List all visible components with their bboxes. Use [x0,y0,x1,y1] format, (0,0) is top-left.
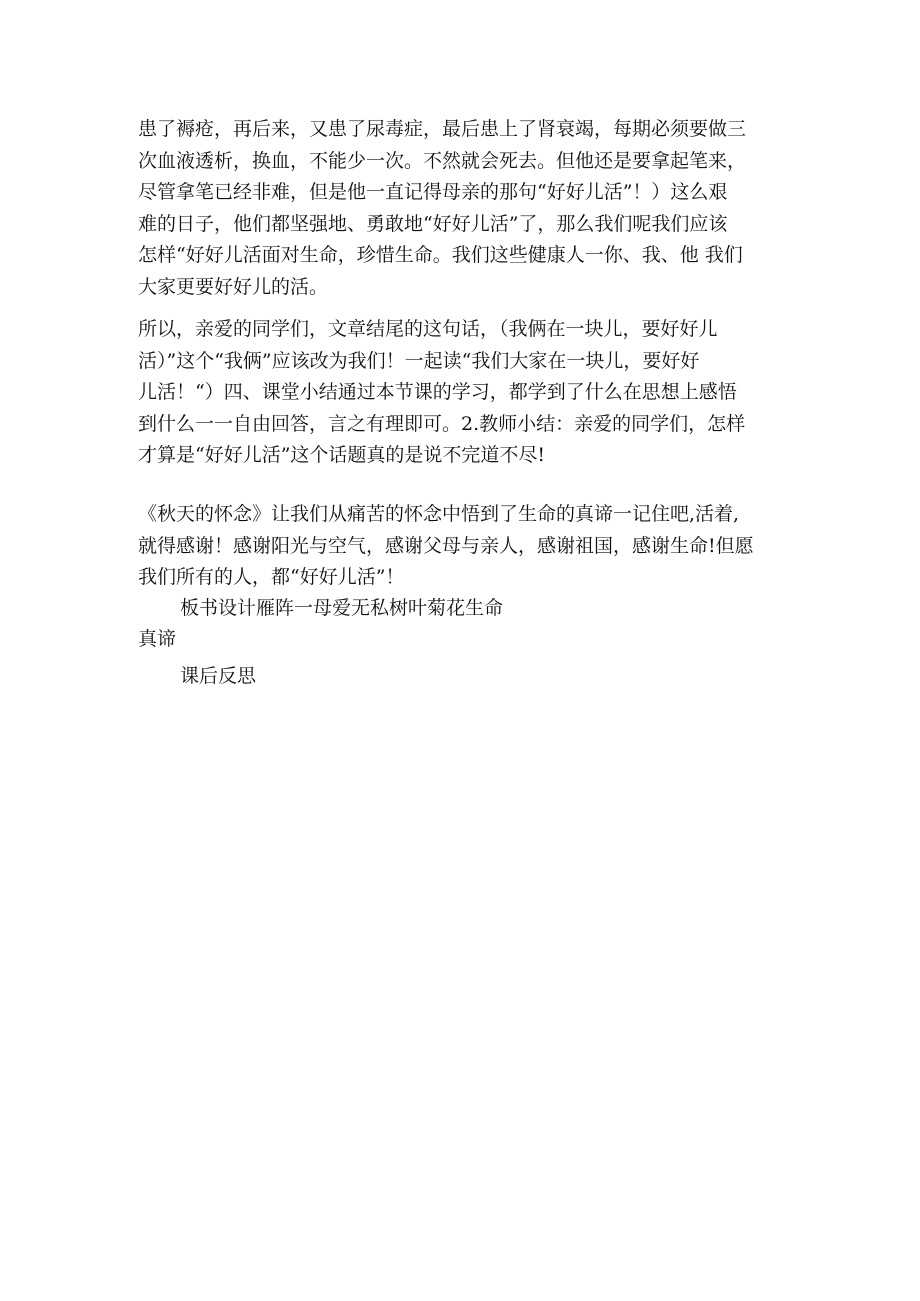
text-line: 患了褥疮，再后来，又患了尿毒症，最后患上了肾衰竭，每期必须要做三 [138,118,747,140]
text-line: 次血液透析，换血，不能少一次。不然就会死去。但他还是要拿起笔来， [138,149,747,172]
paragraph-illness-story [138,114,788,303]
text-line: 就得感谢！感谢阳光与空气，感谢父母与亲人，感谢祖国，感谢生命!但愿 [138,534,754,557]
text-line: 《秋天的怀念》让我们从痛苦的怀念中悟到了生命的真谛一记住吧,活着, [138,503,740,525]
text-line: 才算是“好好儿活”这个话题真的是说不完道不尽! [138,444,546,466]
text-line: 大家更要好好儿的活。 [138,275,329,298]
paragraph-conclusion [138,499,788,594]
paragraph-class-summary [138,314,788,472]
text-line: 到什么一一自由回答，言之有理即可。2.教师小结：亲爱的同学们，怎样 [138,412,746,435]
text-line: 我们所有的人，都“好好儿活”！ [138,566,405,588]
text-line: 怎样“好好儿活面对生命，珍惜生命。我们这些健康人一你、我、他 我们 [138,244,743,266]
text-line: 儿活！“）四、课堂小结通过本节课的学习，都学到了什么在思想上感悟 [138,381,737,403]
board-design-heading: 板书设计雁阵一母爱无私树叶菊花生命 [180,597,504,619]
text-line: 所以，亲爱的同学们，文章结尾的这句话，（我俩在一块儿，要好好儿 [138,318,718,340]
reflection-heading: 课后反思 [180,665,257,687]
board-design-continuation: 真谛 [138,628,177,650]
text-line: 尽管拿笔已经非难，但是他一直记得母亲的那句“好好儿活”！）这么艰 [138,181,728,203]
text-line: 活）”这个“我俩”应该改为我们！一起读“我们大家在一块儿，要好好 [138,349,700,372]
text-line: 难的日子，他们都坚强地、勇敢地“好好儿活”了，那么我们呢我们应该 [138,212,728,235]
